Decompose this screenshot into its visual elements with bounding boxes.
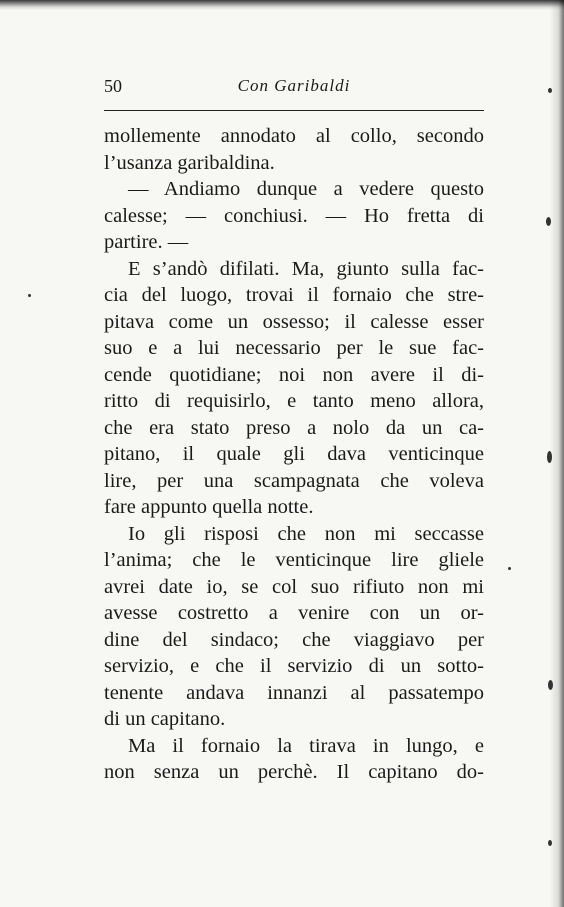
- text-line: l’usanza garibaldina.: [104, 151, 275, 174]
- text-line: pitano, il quale gli dava venticinque: [104, 443, 484, 465]
- text-line: avesse costretto a venire con un or-: [104, 602, 484, 624]
- text-line: non senza un perchè. Il capitano do-: [104, 761, 484, 783]
- text-line: l’anima; che le venticinque lire gliele: [104, 549, 484, 571]
- text-line: Ma il fornaio la tirava in lungo, e: [128, 734, 484, 757]
- text-line: avrei date io, se col suo rifiuto non mi: [104, 575, 484, 598]
- running-title: Con Garibaldi: [237, 76, 351, 95]
- text-line: calesse; — conchiusi. — Ho fretta di: [104, 204, 484, 227]
- text-line: che era stato preso a nolo da un ca-: [104, 416, 484, 439]
- text-line: di un capitano.: [104, 708, 226, 730]
- text-line: partire. —: [104, 231, 189, 253]
- text-line: pitava come un ossesso; il calesse esser: [104, 310, 484, 333]
- page-right-edge: [550, 0, 564, 907]
- scan-speck: [546, 217, 551, 226]
- text-line: mollemente annodato al collo, secondo: [104, 125, 484, 147]
- scan-speck: [548, 840, 552, 846]
- header-rule: [104, 110, 484, 111]
- text-line: lire, per una scampagnata che voleva: [104, 469, 484, 492]
- text-line: suo e a lui necessario per le sue fac-: [104, 337, 484, 359]
- text-line: tenente andava innanzi al passatempo: [104, 681, 484, 704]
- page-top-shadow: [0, 0, 564, 10]
- scan-speck: [548, 680, 553, 690]
- text-line: E s’andò difilati. Ma, giunto sulla fac-: [128, 257, 484, 280]
- scan-speck: [28, 294, 31, 297]
- text-line: fare appunto quella notte.: [104, 496, 314, 518]
- text-line: dine del sindaco; che viaggiavo per: [104, 628, 484, 651]
- page-number: 50: [104, 76, 122, 96]
- text-line: ritto di requisirlo, e tanto meno allora,: [104, 390, 484, 412]
- scan-speck: [547, 451, 552, 463]
- scan-speck: [508, 567, 511, 570]
- body-text: [104, 123, 484, 786]
- text-line: Io gli risposi che non mi seccasse: [128, 522, 484, 545]
- text-line: cia del luogo, trovai il fornaio che stre-: [104, 284, 484, 306]
- running-head: [104, 76, 484, 102]
- scan-speck: [548, 88, 552, 93]
- text-line: servizio, e che il servizio di un sotto-: [104, 655, 484, 677]
- text-line: — Andiamo dunque a vedere questo: [128, 178, 484, 200]
- text-line: cende quotidiane; noi non avere il di-: [104, 363, 484, 386]
